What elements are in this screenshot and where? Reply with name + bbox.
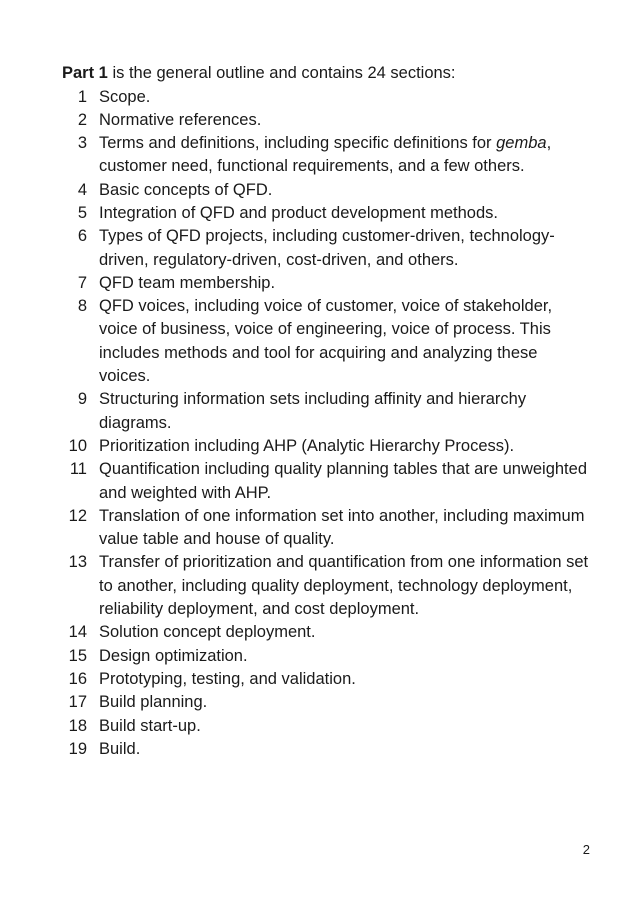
section-text-part: Transfer of prioritization and quantification from one information set to another, including quality deployment, technology deployment, reliability deployment, and cost deployment. [99, 553, 589, 619]
section-number: 13 [68, 553, 87, 572]
section-text-part: Prioritization including AHP (Analytic Hierarchy Process). [99, 436, 515, 455]
section-text-part: Build. [99, 739, 141, 758]
intro-text: is the general outline and contains 24 sections: [107, 64, 456, 82]
section-text [87, 715, 592, 738]
list-item [62, 715, 592, 738]
section-text-part: QFD team membership. [99, 273, 276, 292]
section-text [87, 435, 592, 458]
section-text [87, 738, 592, 761]
section-text [87, 388, 592, 435]
section-number: 12 [68, 506, 87, 525]
list-item [62, 505, 592, 552]
section-number: 2 [77, 110, 87, 129]
section-text-part: Scope. [99, 87, 151, 106]
section-number: 3 [77, 134, 87, 153]
section-text-part: Solution concept deployment. [99, 623, 316, 642]
section-list [62, 86, 592, 762]
section-text [87, 458, 592, 505]
section-number: 4 [77, 180, 87, 199]
section-number: 7 [77, 273, 87, 292]
section-text [87, 179, 592, 202]
section-number: 19 [68, 739, 87, 758]
section-text-part: Build planning. [99, 693, 208, 712]
section-text-part: Structuring information sets including affinity and hierarchy diagrams. [99, 390, 527, 432]
list-item [62, 668, 592, 691]
list-item [62, 435, 592, 458]
section-number: 14 [68, 623, 87, 642]
section-number: 10 [68, 436, 87, 455]
list-item [62, 551, 592, 621]
list-item [62, 86, 592, 109]
section-text [87, 202, 592, 225]
section-text-part: Basic concepts of QFD. [99, 180, 273, 199]
list-item [62, 109, 592, 132]
section-text [87, 551, 592, 621]
italic-term: gemba [496, 134, 547, 153]
section-text [87, 691, 592, 714]
section-text-part: Normative references. [99, 110, 262, 129]
list-item [62, 179, 592, 202]
section-text [87, 225, 592, 272]
section-text-part: QFD voices, including voice of customer, voice of stakeholder, voice of business, voice of engineering, voice of process. This includes methods and tool for acquiring and analyzing these voices. [99, 297, 553, 386]
list-item [62, 388, 592, 435]
list-item [62, 272, 592, 295]
intro-paragraph [62, 62, 602, 85]
section-number: 11 [69, 460, 87, 479]
section-text [87, 295, 592, 388]
section-text [87, 505, 592, 552]
page-number: 2 [582, 842, 590, 857]
section-number: 18 [68, 716, 87, 735]
list-item [62, 295, 592, 388]
list-item [62, 458, 592, 505]
list-item [62, 645, 592, 668]
section-number: 8 [77, 297, 87, 316]
section-number: 9 [77, 390, 87, 409]
list-item [62, 132, 592, 179]
list-item [62, 225, 592, 272]
section-number: 1 [77, 87, 87, 106]
section-text-part: , customer need, functional requirements, and a few others. [99, 134, 552, 176]
section-text-part: Types of QFD projects, including customer-driven, technology-driven, regulatory-driven, cost-driven, and others. [99, 227, 555, 269]
section-text-part: Terms and definitions, including specific definitions for [99, 134, 497, 153]
list-item [62, 202, 592, 225]
section-number: 16 [68, 669, 87, 688]
section-text [87, 668, 592, 691]
section-text [87, 645, 592, 668]
section-number: 17 [68, 693, 87, 712]
section-text [87, 621, 592, 644]
section-text-part: Integration of QFD and product development methods. [99, 203, 498, 222]
section-text-part: Design optimization. [99, 646, 248, 665]
section-text [87, 109, 592, 132]
section-text-part: Build start-up. [99, 716, 201, 735]
section-text [87, 272, 592, 295]
section-text [87, 86, 592, 109]
list-item [62, 621, 592, 644]
list-item [62, 738, 592, 761]
section-text-part: Quantification including quality planning tables that are unweighted and weighted with AHP. [99, 460, 587, 502]
list-item [62, 691, 592, 714]
section-text-part: Prototyping, testing, and validation. [99, 669, 356, 688]
section-text [87, 132, 592, 179]
section-number: 15 [68, 646, 87, 665]
section-number: 6 [77, 227, 87, 246]
section-text-part: Translation of one information set into another, including maximum value table and house of quality. [99, 506, 585, 549]
section-number: 5 [77, 203, 87, 222]
part-label: Part 1 [62, 64, 108, 82]
